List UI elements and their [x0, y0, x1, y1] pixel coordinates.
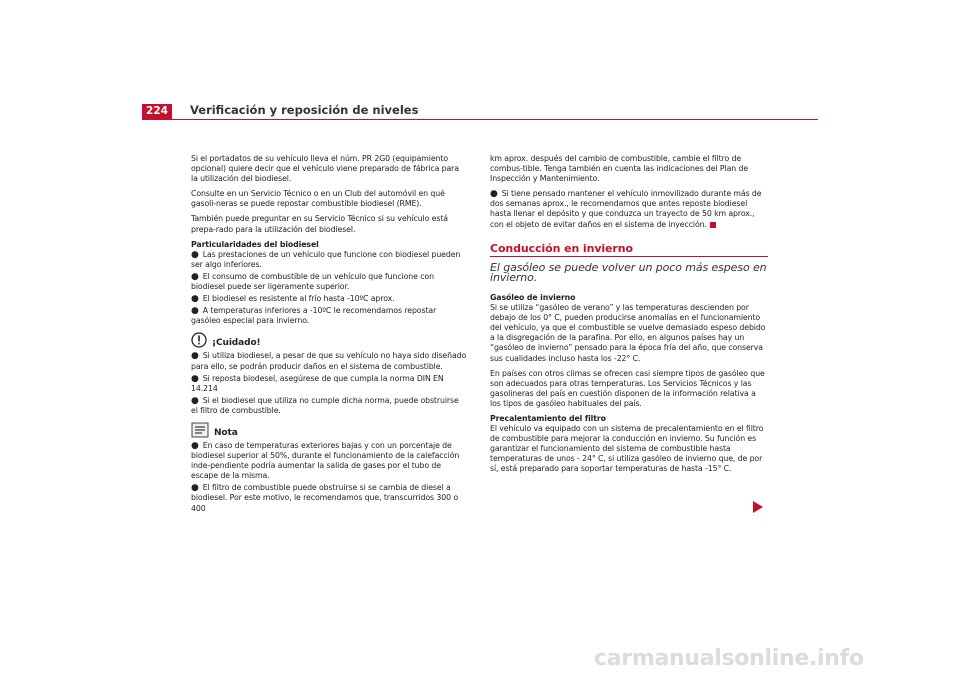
bullet-icon: ● [191, 395, 199, 406]
subheading-gasoleo: Gasóleo de invierno [490, 292, 576, 302]
note-icon [191, 422, 209, 438]
bullet-item: ● Si tiene pensado mantener el vehículo inmovilizado durante más de dos semanas aprox., le recomendamos que antes reposte biodiesel hasta llenar el depósito y que conduzca un trayecto de 50 km aprox., con el objeto de evitar daños en el sistema de inyección. [490, 189, 762, 229]
page-header-title: Verificación y reposición de niveles [190, 103, 419, 117]
paragraph: En países con otros climas se ofrecen casi siempre tipos de gasóleo que son adecuados para otras temperaturas. Los Servicios Técnicos y las gasolineras del país en cuestión disponen de la información relativa a los tipos de gasóleo habituales del país. [490, 368, 765, 408]
bullet-item: ● Si el biodiesel que utiliza no cumple dicha norma, puede obstruirse el filtro de combustible. [191, 395, 459, 415]
note-title: Nota [214, 427, 238, 438]
next-page-arrow-icon[interactable] [752, 500, 764, 514]
warning-icon [191, 332, 207, 348]
header-divider [142, 119, 818, 120]
bullet-icon: ● [191, 483, 199, 494]
subheading-particularidades: Particularidades del biodiesel [191, 239, 319, 249]
bullet-icon: ● [490, 189, 498, 200]
bullet-item: ● A temperaturas inferiores a -10ºC le recomendamos repostar gasóleo especial para invierno. [191, 306, 437, 326]
bullet-icon: ● [191, 294, 199, 305]
right-column [490, 154, 768, 480]
page-number: 224 [142, 104, 172, 119]
bullet-icon: ● [191, 351, 199, 362]
bullet-item: ● Las prestaciones de un vehículo que funcione con biodiesel pueden ser algo inferiores. [191, 249, 461, 269]
warning-title: ¡Cuidado! [212, 338, 261, 349]
section-end-icon [710, 222, 716, 228]
section-title: Conducción en invierno [490, 244, 768, 257]
paragraph: Si el portadatos de su vehículo lleva el núm. PR 2G0 (equipamiento opcional) quiere decir que el vehículo viene preparado de fábrica para la utilización del biodiesel. [191, 154, 459, 184]
subheading-precalentamiento: Precalentamiento del filtro [490, 413, 606, 423]
paragraph: km aprox. después del cambio de combustible, cambie el filtro de combus-tible. Tenga también en cuenta las indicaciones del Plan de Inspección y Mantenimiento. [490, 154, 749, 184]
note-header [191, 422, 467, 438]
section-subtitle: El gasóleo se puede volver un poco más espeso en invierno. [490, 260, 767, 284]
bullet-item: ● El consumo de combustible de un vehículo que funcione con biodiesel puede ser ligeramente superior. [191, 271, 434, 292]
paragraph: También puede preguntar en su Servicio Técnico si su vehículo está prepa-rado para la utilización del biodiesel. [191, 214, 448, 234]
left-column [191, 154, 467, 516]
bullet-icon: ● [191, 306, 199, 317]
paragraph: Consulte en un Servicio Técnico o en un Club del automóvil en qué gasoli-neras se puede repostar combustible biodiesel (RME). [191, 189, 445, 209]
paragraph: Si se utiliza “gasóleo de verano” y las temperaturas descienden por debajo de los 0° C, pueden producirse anomalías en el funcionamiento del vehículo, ya que el combustible se vuelve demasiado espeso debido a la disgregación de la parafina. Por ello, en algunos países hay un “gasóleo de invierno” pensado para la época fría del año, que conserva sus cualidades incluso hasta los -22° C. [490, 303, 766, 363]
watermark: carmanualsonline.info [594, 646, 864, 671]
warning-header [191, 332, 467, 348]
bullet-item: ● En caso de temperaturas exteriores bajas y con un porcentaje de biodiesel superior al 50%, durante el funcionamiento de la calefacción inde-pendiente podría aumentar la salida de gases por el tubo de escape de la misma. [191, 440, 460, 481]
bullet-icon: ● [191, 249, 199, 260]
bullet-item: ● Si utiliza biodiesel, a pesar de que su vehículo no haya sido diseñado para ello, se podrán producir daños en el sistema de combustible. [191, 351, 467, 371]
bullet-icon: ● [191, 440, 199, 451]
bullet-icon: ● [191, 271, 199, 282]
bullet-item: ● El filtro de combustible puede obstruirse si se cambia de diesel a biodiesel. Por este motivo, le recomendamos que, transcurridos 300 o 400 [191, 483, 459, 513]
paragraph: El vehículo va equipado con un sistema de precalentamiento en el filtro de combustible para mejorar la conducción en invierno. Su función es garantizar el funcionamiento del sistema de combustible hasta temperaturas de unos - 24° C, si utiliza gasóleo de invierno que, de por sí, está preparado para soportar temperaturas de hasta -15° C. [490, 424, 764, 474]
bullet-item: ● El biodiesel es resistente al frío hasta -10ºC aprox. [191, 294, 395, 305]
bullet-item: ● Si reposta biodesel, asegúrese de que cumpla la norma DIN EN 14.214 [191, 373, 444, 393]
bullet-icon: ● [191, 373, 199, 384]
